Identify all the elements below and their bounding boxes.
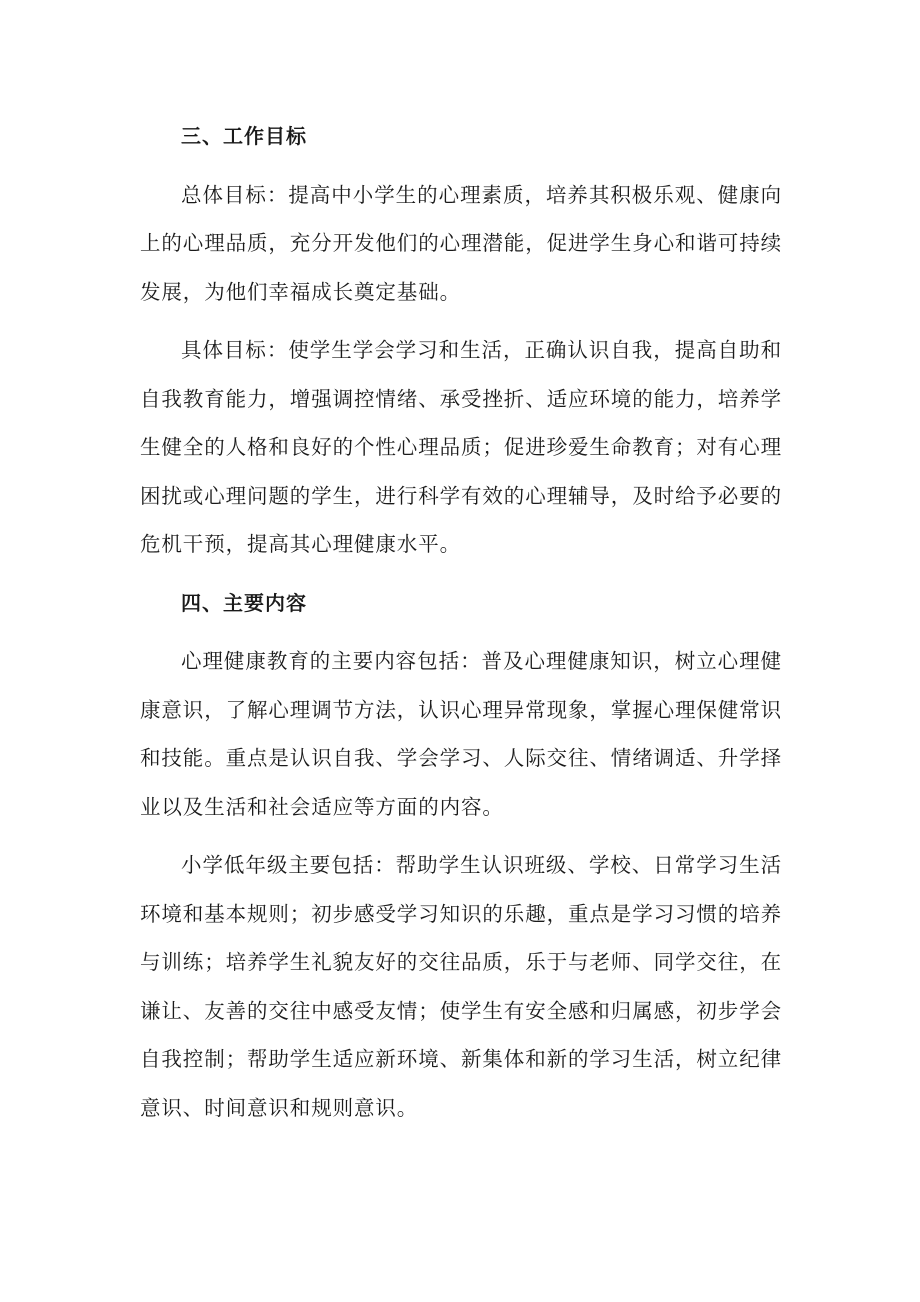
paragraph-overall-goal: 总体目标：提高中小学生的心理素质，培养其积极乐观、健康向上的心理品质，充分开发他们的心理潜能，促进学生身心和谐可持续发展，为他们幸福成长奠定基础。 <box>140 182 782 304</box>
section-heading-goals: 三、工作目标 <box>181 124 307 148</box>
document-body <box>140 112 782 1142</box>
section-heading-content: 四、主要内容 <box>181 590 307 615</box>
paragraph-specific-goal: 具体目标：使学生学会学习和生活，正确认识自我，提高自助和自我教育能力，增强调控情绪、承受挫折、适应环境的能力，培养学生健全的人格和良好的个性心理品质；促进珍爱生命教育；对有心理困扰或心理问题的学生，进行科学有效的心理辅导，及时给予必要的危机干预，提高其心理健康水平。 <box>140 338 782 556</box>
paragraph-lower-grade: 小学低年级主要包括：帮助学生认识班级、学校、日常学习生活环境和基本规则；初步感受学习知识的乐趣，重点是学习习惯的培养与训练；培养学生礼貌友好的交往品质，乐于与老师、同学交往，在谦让、友善的交往中感受友情；使学生有安全感和归属感，初步学会自我控制；帮助学生适应新环境、新集体和新的学习生活，树立纪律意识、时间意识和规则意识。 <box>140 853 782 1120</box>
paragraph-main-content: 心理健康教育的主要内容包括：普及心理健康知识，树立心理健康意识，了解心理调节方法，认识心理异常现象，掌握心理保健常识和技能。重点是认识自我、学会学习、人际交往、情绪调适、升学择业以及生活和社会适应等方面的内容。 <box>140 649 782 819</box>
